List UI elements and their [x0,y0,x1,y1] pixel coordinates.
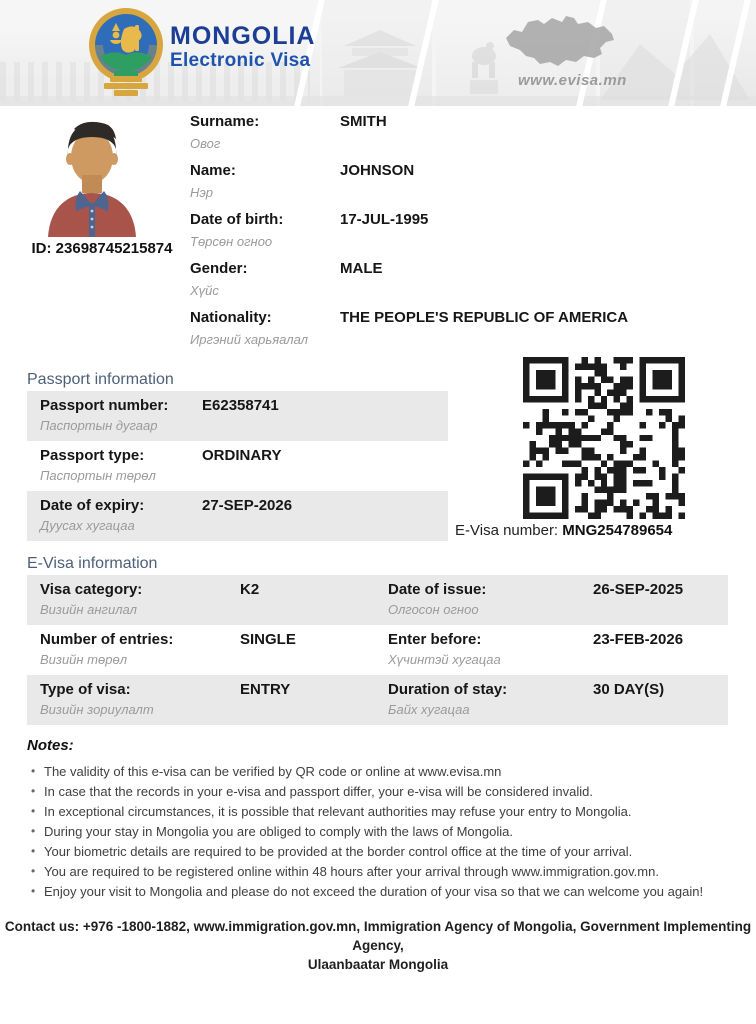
row-label: Type of visa: [40,681,131,698]
row-label: Date of expiry: [40,497,145,514]
field-label-mn: Иргэний харьяалал [190,332,308,347]
row-label: Date of issue: [388,581,487,598]
row-label: Visa category: [40,581,143,598]
row-label: Passport number: [40,397,169,414]
row-label: Duration of stay: [388,681,508,698]
applicant-photo [40,113,144,237]
field-label: Nationality: [190,309,272,326]
note-item: • During your stay in Mongolia you are obliged to comply with the laws of Mongolia. [44,822,734,842]
contact-line-1: Contact us: +976 -1800-1882, www.immigration.gov.mn, Immigration Agency of Mongolia, Government Implementing Agency, [4,919,752,953]
row-label-mn: Паспортын дугаар [40,418,158,433]
field-value: SMITH [340,113,387,130]
field-label: Date of birth: [190,211,284,228]
mongolia-map-silhouette [500,8,620,74]
notes-list [44,762,734,902]
applicant-id: ID: 23698745215874 [31,240,173,257]
evisa-number-line [455,522,672,539]
row-label: Passport type: [40,447,145,464]
passport-table [27,391,448,541]
field-label: Name: [190,162,236,179]
row-value: K2 [240,581,260,598]
field-value: MALE [340,260,383,277]
note-item: • Enjoy your visit to Mongolia and please do not exceed the duration of your visa so that we can welcome you again! [44,882,734,902]
field-name [190,162,735,201]
field-label-mn: Хүйс [190,283,219,298]
passport-section-title: Passport information [27,371,174,388]
contact-line-2: Ulaanbaatar Mongolia [307,957,449,972]
brand-title: MONGOLIA [170,22,316,50]
row-value: 27-SEP-2026 [202,497,293,514]
field-gender [190,260,735,299]
row-value: ENTRY [240,681,291,698]
field-value: THE PEOPLE'S REPUBLIC OF AMERICA [340,309,629,326]
row-value: 26-SEP-2025 [593,581,684,598]
field-value: JOHNSON [340,162,415,179]
row-value: 23-FEB-2026 [593,631,684,648]
note-item: • Your biometric details are required to be provided at the border control office at the time of your arrival. [44,842,734,862]
mongolia-emblem [86,5,166,101]
row-value: E62358741 [202,397,279,414]
qr-code [523,357,685,519]
row-label-mn: Олгосон огноо [388,602,479,617]
row-value: ORDINARY [202,447,282,464]
note-item: • You are required to be registered online within 48 hours after your arrival through www.immigration.gov.mn. [44,862,734,882]
evisa-section-title: E-Visa information [27,555,158,572]
evisa-table [27,575,728,725]
field-value: 17-JUL-1995 [340,211,429,228]
field-nationality [190,309,735,348]
notes-title: Notes: [27,737,74,754]
row-label-mn: Байх хугацаа [388,702,470,717]
row-label-mn: Дуусах хугацаа [40,518,135,533]
evisa-row-1 [27,575,728,625]
evisa-number-label: E-Visa number: [455,522,563,539]
header-banner [0,0,756,106]
field-label-mn: Нэр [190,185,214,200]
row-value: 30 DAY(S) [593,681,665,698]
note-item: • In exceptional circumstances, it is possible that relevant authorities may refuse your entry to Mongolia. [44,802,734,822]
contact-info [0,917,756,974]
brand-title-block [170,23,316,72]
brand-subtitle: Electronic Visa [170,50,311,71]
field-label: Gender: [190,260,248,277]
row-label-mn: Визийн зориулалт [40,702,154,717]
row-label: Number of entries: [40,631,174,648]
row-label-mn: Паспортын төрөл [40,468,156,483]
evisa-row-2 [27,625,728,675]
personal-info-list [190,113,735,358]
row-label-mn: Визийн ангилал [40,602,137,617]
field-label: Surname: [190,113,260,130]
passport-row-expiry [27,491,448,541]
field-date-of-birth [190,211,735,250]
website-url: www.evisa.mn [518,72,627,89]
row-label-mn: Визийн төрөл [40,652,128,667]
evisa-number-value: MNG254789654 [562,522,673,539]
row-value: SINGLE [240,631,296,648]
note-item: • In case that the records in your e-visa and passport differ, your e-visa will be considered invalid. [44,782,734,802]
row-label-mn: Хүчинтэй хугацаа [388,652,501,667]
note-item: • The validity of this e-visa can be verified by QR code or online at www.evisa.mn [44,762,734,782]
evisa-row-3 [27,675,728,725]
avatar [40,113,144,237]
field-surname [190,113,735,152]
row-label: Enter before: [388,631,482,648]
passport-row-type [27,441,448,491]
passport-row-number [27,391,448,441]
field-label-mn: Овог [190,136,221,151]
field-label-mn: Төрсөн огноо [190,234,273,249]
